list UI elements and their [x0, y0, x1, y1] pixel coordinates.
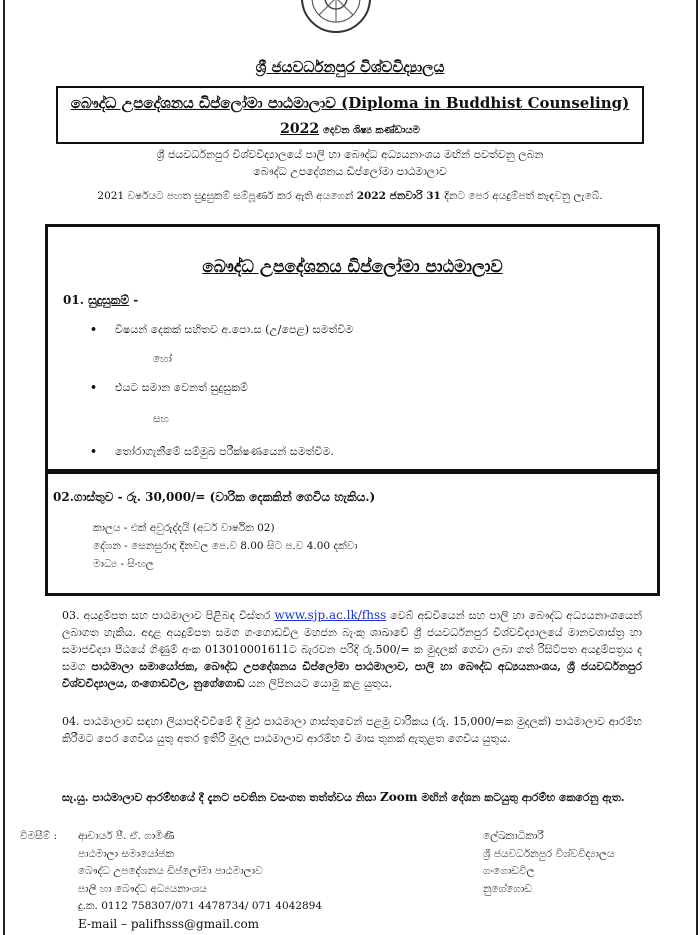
website-link[interactable]: www.sjp.ac.lk/fhss	[274, 608, 387, 622]
qualifications-heading	[63, 293, 138, 308]
paragraph-text: පාඨමාලාව සඳහා ලියාපදිංචිවීමේ දී මුළු පාඨමාලා ගාස්තුවෙන් පළමු වාරිකය (රු. 15,000/=ක මුදලක්) පාඨමාලාව ආරම්භ කිරීමට පෙර ගෙවිය යුතු අතර ඉතිරි මුදල පාඨමාලාව ආරම්භ වී මාස තුනක් ඇතුළත ගෙවිය යුතුය.	[62, 715, 642, 745]
deadline-before: 2021 වර්ෂයට පහත සුදුසුකම් සම්පූර්ණ කර ඇති අයගෙන්	[97, 190, 357, 202]
qualification-item	[90, 323, 353, 337]
contact-name: ආචාර්ය පී. ඒ. ගාමිණී	[78, 830, 175, 842]
signatory-university: ශ්‍රී ජයවර්ධනපුර විශ්වවිද්‍යාලය	[483, 847, 615, 860]
deadline-text	[0, 190, 700, 203]
intro-line-1: ශ්‍රී ජයවර්ධනපුර විශ්වවිද්‍යාලයේ පාලි හා බෞද්ධ අධ්‍යයනාංශය මඟින් පවත්වනු ලබන	[156, 148, 544, 161]
intro-text	[60, 146, 640, 180]
header-subtitle	[58, 121, 642, 137]
header-year: 2022	[280, 121, 320, 137]
bullet-icon: •	[90, 381, 98, 394]
course-title: බෞද්ධ උපදේශනය ඩිප්ලෝමා පාඨමාලාව	[202, 257, 503, 277]
paragraph-text: යන ලිපිනයට යොමු කළ යුතුය.	[244, 677, 393, 690]
page-border-left	[3, 0, 5, 935]
fee-box	[45, 471, 660, 596]
qualifications-dash: -	[129, 293, 139, 307]
note-text: සැ.යු. පාඨමාලාව ආරම්භයේ දී දැනට පවතින වසංගත තත්ත්වය නිසා	[62, 791, 381, 804]
contact-role: පාඨමාලා සමායෝජක	[78, 847, 174, 860]
paragraph-number: 03.	[62, 609, 80, 622]
mailing-address: පාඨමාලා සමායෝජක, බෞද්ධ උපදේශනය ඩිප්ලෝමා පාඨමාලාව, පාලි හා බෞද්ධ අධ්‍යයනාංශය, ශ්‍රී ජයවර්ධනපුර විශ්වවිද්‍යාලය, ගංගොඩවිල, නුගේගොඩ	[62, 660, 642, 690]
deadline-date: 2022 ජනවාරි 31	[356, 190, 441, 202]
lectures-text: දේශන - සෙනසුරාදා දිනවල පෙ.ව 8.00 සිට ප.ව 4.00 දක්වා	[93, 540, 358, 552]
contact-email[interactable]: E-mail – palifhsss@gmail.com	[78, 916, 260, 931]
contact-block	[20, 828, 322, 933]
paragraph-number: 04.	[62, 715, 80, 728]
zoom-note	[62, 788, 642, 807]
duration-text: කාලය - එක් අවුරුද්දයි (අර්ධ වාර්ෂික 02)	[93, 522, 275, 534]
fee-heading: 02.ගාස්තුව - රු. 30,000/= (වාරික දෙකකින් ගෙවිය හැකිය.)	[53, 490, 376, 504]
header-batch: දෙවන ශිෂ්‍ය කණ්ඩායම	[322, 125, 420, 136]
qualifications-number: 01.	[63, 293, 89, 307]
header-box	[56, 86, 644, 144]
conjunction-or: හෝ	[153, 353, 172, 365]
signatory-block	[483, 828, 615, 898]
note-zoom: Zoom	[380, 790, 418, 804]
qualification-text: තෝරාගැනීමේ සම්මුඛ පරීක්ෂණයෙන් සමත්වීම.	[115, 445, 334, 458]
conjunction-and: සහ	[153, 413, 169, 425]
course-box	[45, 224, 660, 471]
qualification-item	[90, 381, 248, 395]
signatory-place-1: ගංගොඩවිල	[483, 865, 535, 877]
qualifications-label: සුදුසුකම්	[88, 293, 130, 307]
payment-paragraph	[62, 713, 642, 747]
signatory-title: ලේඛකාධිකාරී	[483, 830, 544, 842]
paragraph-text: වෙබ් අඩවියෙන් සහ පාලි හා බෞද්ධ අධ්‍යයනාංශයෙන් ලබාගත හැකිය. අදාළ අයදුම්පත සමග ගංගොඩවිල මහජන බැංකු ශාඛාවේ ශ්‍රී ජයවර්ධනපුර විශ්වවිද්‍යාලයේ මානවශාස්ත්‍ර හා සමාජවිද්‍යා පීඨයේ ගිණුම් අංක 013010001611ට බැරවන පරිදි රු.500/= ක මුදලක් ගෙවා ලබා ගත් රිසිට්පත අයදුම්පත්‍රය ද සමග	[62, 609, 643, 673]
application-details-paragraph	[62, 607, 642, 692]
contact-course: බෞද්ධ උපදේශනය ඩිප්ලෝමා පාඨමාලාව	[78, 865, 263, 877]
intro-line-2: බෞද්ධ උපදේශනය ඩිප්ලෝමා පාඨමාලාව	[253, 165, 447, 178]
medium-text: මාධ්‍ය - සිංහල	[93, 558, 154, 570]
contact-department: පාලි හා බෞද්ධ අධ්‍යයනාංශය	[78, 882, 207, 895]
bullet-icon: •	[90, 445, 98, 458]
contact-label: විමසීම් :	[20, 830, 58, 842]
qualification-item	[90, 445, 334, 459]
page-border-right	[696, 0, 698, 935]
contact-phone: දු.ක. 0112 758307/071 4478734/ 071 4042894	[78, 900, 323, 912]
university-name: ශ්‍රී ජයවර්ධනපුර විශ්වවිද්‍යාලය	[255, 58, 445, 76]
paragraph-text: අයදුම්පත සහ පාඨමාලාව පිළිබඳ විස්තර	[83, 609, 275, 622]
header-title: බෞද්ධ උපදේශනය ඩිප්ලෝමා පාඨමාලාව (Diploma in Buddhist Counseling)	[70, 94, 630, 112]
note-text: මඟින් දේශන කටයුතු ආරම්භ කෙරෙනු ඇත.	[417, 791, 625, 804]
signatory-place-2: නුගේගොඩ	[483, 882, 533, 895]
qualification-text: එයට සමාන වෙනත් සුදුසුකම්	[115, 381, 248, 394]
qualification-text: විෂයන් දෙකක් සහිතව අ.පො.ස (උ/පෙළ) සමත්වීම	[115, 323, 354, 336]
deadline-after: දිනට පෙර අයදුම්පත් කැඳවනු ලැබේ.	[440, 190, 603, 202]
university-seal-logo	[300, 0, 372, 34]
bullet-icon: •	[90, 323, 98, 336]
